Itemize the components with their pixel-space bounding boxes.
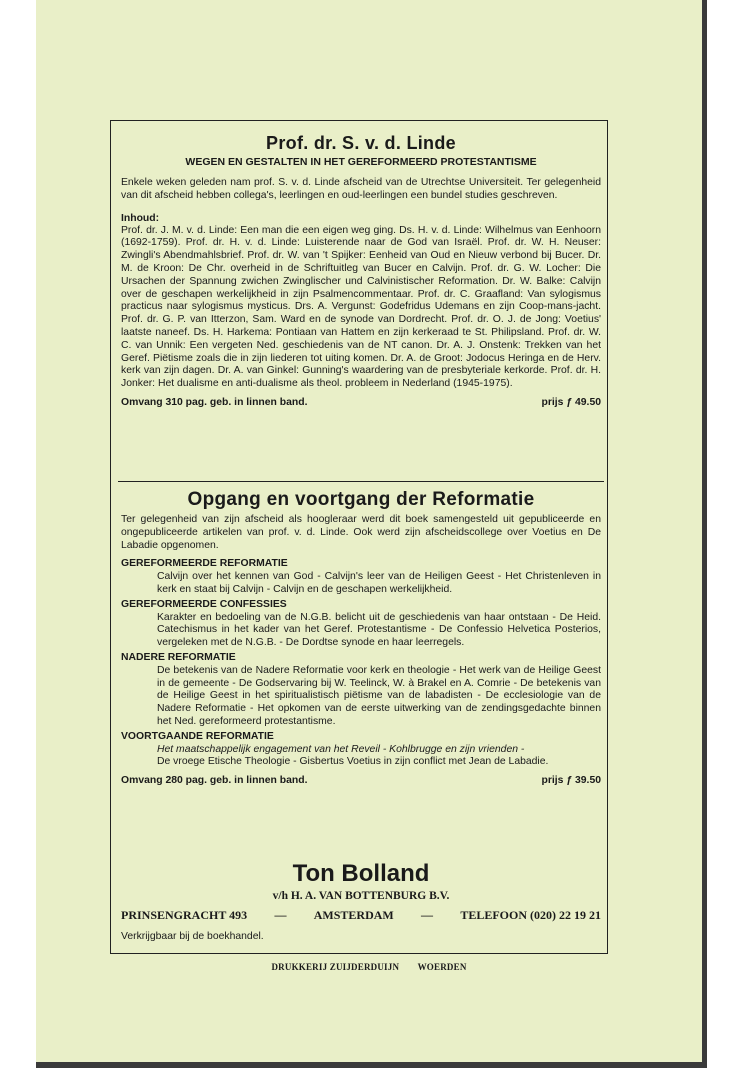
book1-contents: Prof. dr. J. M. v. d. Linde: Een man die een eigen weg ging. Ds. H. v. d. Linde: Wilhelmus van Eenhoorn (1692-1759). Prof. dr. H. v. d. Linde: Luisterende naar de God van Israël. Prof. dr. W. H. Neuser: Zwingli's Abendmahlsbrief. Prof. dr. W. van 't Spijker: Eenheid van Oud en Nieuw verbond bij Bucer. Dr. M. de Kroon: De Chr. overheid in de Schriftuitleg van Bucer en Calvijn. Prof. dr. G. W. Locher: Die Ursachen der Spannung zwichen Zwinglischer und Calvinistischer Reformation. Dr. W. Balke: Calvijn over de geschapen werkelijkheid in zijn Psalmencommentaar. Prof. dr. C. Graafland: Van sylogismus practicus naar sylogismus mysticus. Drs. A. Vergunst: Godefridus Udemans en zijn Coop-mans-jacht. Prof. dr. G. P. van Itterzon, Sam. Ward en de synode van Dordrecht. Prof. dr. O. J. de Jong: Voetius' laatste naneef. Ds. H. Harkema: Pontiaan van Hattem en zijn kerkeraad te St. Philipsland. Prof. dr. W. C. van Unnik: Een vergeten Ned. geschiedenis van de NT canon. Dr. A. J. Onstenk: Trekken van het Geref. Piëtisme zoals die in zijn liederen tot uiting komen. Dr. A. de Groot: Jodocus Heringa en de Herv. kerk van zijn dagen. Dr. A. van Ginkel: Gunning's waardering van de presbyteriale kerkorde. Prof. dr. H. Jonker: Het dualisme en anti-dualisme als theol. probleem in Nederland (1945-1975).	[121, 224, 601, 390]
book2-title: Opgang en voortgang der Reformatie	[187, 489, 535, 510]
divider-rule	[118, 481, 604, 482]
book2-section	[121, 489, 601, 787]
availability-note: Verkrijgbaar bij de boekhandel.	[121, 931, 264, 942]
publisher-city: AMSTERDAM	[313, 908, 394, 922]
publisher-name: Ton Bolland	[292, 860, 430, 887]
book1-extent: Omvang 310 pag. geb. in linnen band.	[121, 396, 308, 408]
book2-price: prijs ƒ 39.50	[541, 775, 601, 787]
publisher-section	[121, 861, 601, 943]
printer-imprint	[0, 962, 738, 972]
book2-section-heading: VOORTGAANDE REFORMATIE	[121, 730, 274, 742]
book1-contents-label: Inhoud:	[121, 212, 160, 224]
printer-place: WOERDEN	[417, 962, 467, 972]
address-dash: —	[421, 908, 434, 922]
book1-intro: Enkele weken geleden nam prof. S. v. d. Linde afscheid van de Utrechtse Universiteit. Ter gelegenheid van dit afscheid hebben collega's, leerlingen en oud-leerlingen een bundel studies geschreven.	[121, 177, 601, 201]
book1-footer	[121, 396, 601, 409]
book2-intro: Ter gelegenheid van zijn afscheid als hoogleraar werd dit boek samengesteld uit gepubliceerde en ongepubliceerde artikelen van prof. v. d. Linde. Ook werd zijn afscheidscollege over Voetius en De Labadie opgenomen.	[121, 514, 601, 551]
book2-section-body: De betekenis van de Nadere Reformatie voor kerk en theologie - Het werk van de Heilige Geest in de gemeente - De Godservaring bij W. Teelinck, W. à Brakel en A. Comrie - De betekenis van de Heilige Geest in het spiritualistisch piëtisme van de labadisten - De ecclesiologie van de Nadere Reformatie - Het opkomen van de eerste uitwerking van de zendingsgedachte binnen het Ned. gereformeerd protestantisme.	[157, 664, 601, 727]
publisher-street: PRINSENGRACHT 493	[121, 908, 248, 922]
publisher-address	[121, 908, 601, 923]
page-edge-shadow	[702, 0, 707, 1068]
publisher-former-name: v/h H. A. VAN BOTTENBURG B.V.	[272, 890, 450, 902]
book2-section-heading: GEREFORMEERDE REFORMATIE	[121, 558, 288, 570]
book2-section-body-italic: Het maatschappelijk engagement van het Reveil - Kohlbrugge en zijn vrienden -	[157, 743, 525, 755]
book2-footer	[121, 774, 601, 787]
printer-name: DRUKKERIJ ZUIJDERDUIJN	[271, 962, 400, 972]
book2-section-heading: GEREFORMEERDE CONFESSIES	[121, 598, 287, 610]
book2-extent: Omvang 280 pag. geb. in linnen band.	[121, 775, 308, 787]
book1-title: Prof. dr. S. v. d. Linde	[266, 133, 456, 153]
book2-section-heading: NADERE REFORMATIE	[121, 651, 236, 663]
page-edge-shadow-bottom	[36, 1062, 707, 1068]
book2-section-body: Calvijn over het kennen van God - Calvijn's leer van de Heiligen Geest - Het Christenleven in kerk en staat bij Calvijn - Calvijn en de geschapen werkelijkheid.	[157, 571, 601, 595]
book1-section	[121, 133, 601, 409]
book1-subtitle: WEGEN EN GESTALTEN IN HET GEREFORMEERD PROTESTANTISME	[185, 156, 537, 168]
book2-section-body: De vroege Etische Theologie - Gisbertus Voetius in zijn conflict met Jean de Labadie.	[157, 756, 549, 768]
book1-price: prijs ƒ 49.50	[541, 396, 601, 408]
publisher-phone: TELEFOON (020) 22 19 21	[460, 908, 601, 922]
address-dash: —	[274, 908, 287, 922]
book2-section-body: Karakter en bedoeling van de N.G.B. belicht uit de geschiedenis van haar ontstaan - De Heid. Catechismus in het kader van het Geref. Protestantisme - De Confessio Helvetica Posterios, vergeleken met de N.G.B. - De Dordtse synode en haar leerregels.	[157, 611, 601, 649]
